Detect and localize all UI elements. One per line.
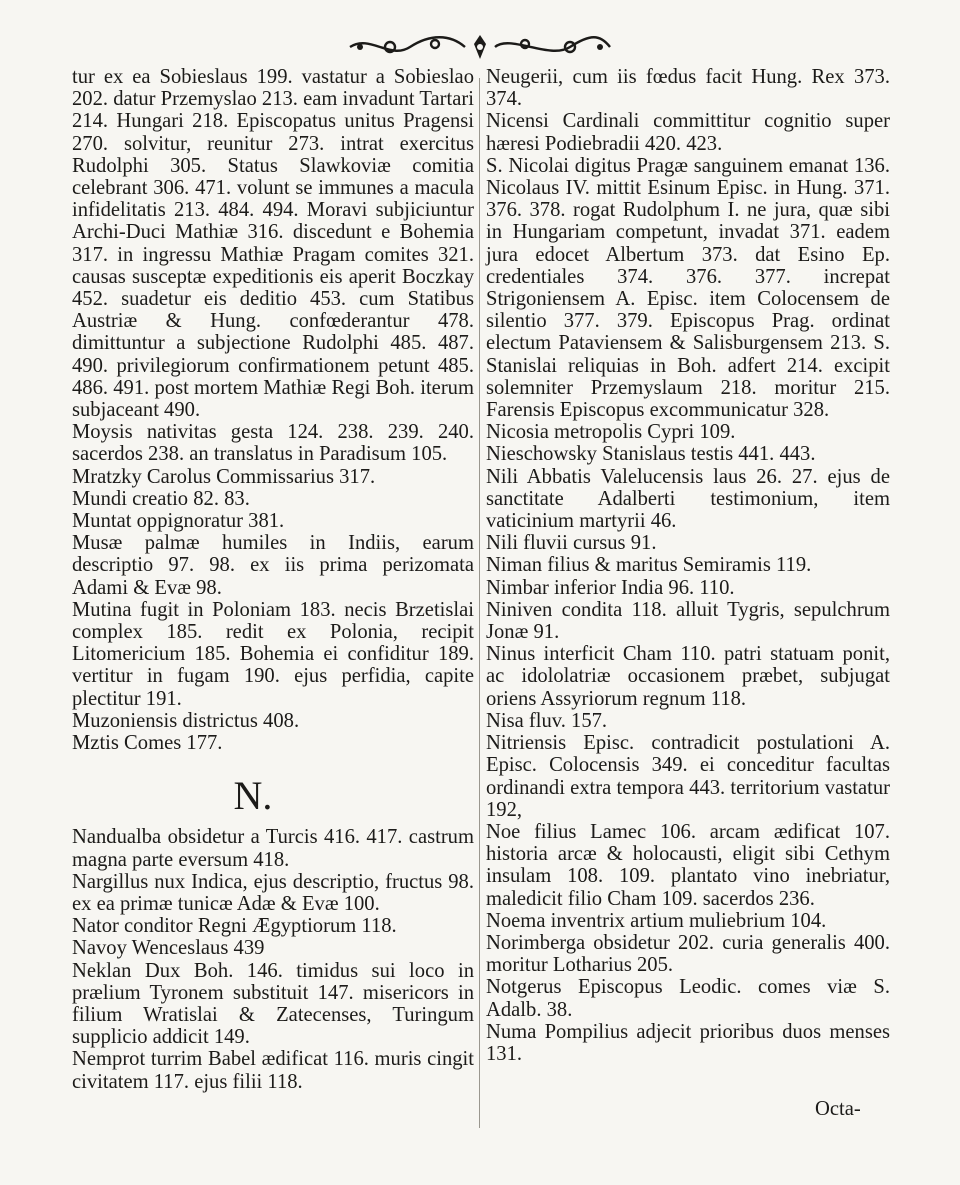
index-entry: Nili Abbatis Valelucensis laus 26. 27. ejus de sanctitate Adalberti testimonium, item vaticinium martyrii 46. <box>486 465 890 533</box>
index-entry: Niman filius & maritus Semiramis 119. <box>486 554 812 577</box>
index-entry: Mztis Comes 177. <box>72 732 223 755</box>
index-entry: Nicosia metropolis Cypri 109. <box>486 421 736 444</box>
catchword: Octa- <box>815 1098 861 1120</box>
index-entry: Nieschowsky Stanislaus testis 441. 443. <box>486 443 816 466</box>
index-entry: Neugerii, cum iis fœdus facit Hung. Rex 373. 374. <box>486 66 890 111</box>
index-entry: Niniven condita 118. alluit Tygris, sepulchrum Jonæ 91. <box>486 598 890 644</box>
index-entry: tur ex ea Sobieslaus 199. vastatur a Sobieslao 202. datur Przemyslao 213. eam invadunt Tartari 214. Hungari 218. Episcopatus unitus Pragensi 270. solvitur, reunitur 273. intrat exercitus Rudolphi 305. Status Slawkoviæ comitia celebrant 306. 471. volunt se immunes a macula infidelitatis 213. 484. 494. Moravi subjiciuntur Archi-Duci Mathiæ 316. discedunt e Bohemia 317. in ingressu Mathiæ Pragam comites 321. causas susceptæ expeditionis eis aperit Boczkay 452. suadetur eis deditio 453. cum Statibus Austriæ & Hung. confœderantur 478. dimittuntur a subjectione Rudolphi 485. 487. 490. privilegiorum confirmationem petunt 485. 486. 491. post mortem Mathiæ Regi Boh. iterum subjaceant 490. <box>72 66 474 422</box>
index-entry: Ninus interficit Cham 110. patri statuam ponit, ac idololatriæ occasionem præbet, subjugat oriens Assyriorum regnum 118. <box>486 643 890 710</box>
index-entry: Nili fluvii cursus 91. <box>486 532 657 555</box>
index-entry: Nandualba obsidetur a Turcis 416. 417. castrum magna parte eversum 418. <box>72 826 474 871</box>
index-entry: Nator conditor Regni Ægyptiorum 118. <box>72 915 397 938</box>
index-entry: Noe filius Lamec 106. arcam ædificat 107. historia arcæ & holocausti, eligit sibi Cethym insulam 108. 109. plantato vino inebriatur, maledicit filio Cham 109. sacerdos 236. <box>486 820 890 910</box>
index-entry: Neklan Dux Boh. 146. timidus sui loco in prælium Tyronem substituit 147. misericors in filium Wratislai & Zatecenses, Turingum supplicio addicit 149. <box>72 959 474 1049</box>
index-entry: Nitriensis Episc. contradicit postulationi A. Episc. Colocensis 349. ei conceditur facultas ordinandi extra tempora 443. territorium vastatur 192, <box>486 732 890 821</box>
index-entry: Mutina fugit in Poloniam 183. necis Brzetislai complex 185. redit ex Polonia, recipit Litomericium 185. Bohemia ei confiditur 189. vertitur in fugam 190. ejus perfidia, capite plectitur 191. <box>72 598 474 710</box>
index-entry: Musæ palmæ humiles in Indiis, earum descriptio 97. 98. ex iis prima perizomata Adami & Evæ 98. <box>72 532 474 599</box>
index-entry: Nisa fluv. 157. <box>486 709 608 732</box>
index-entry: S. Nicolai digitus Pragæ sanguinem emanat 136. Nicolaus IV. mittit Esinum Episc. in Hung. 371. 376. 378. rogat Rudolphum I. ne jura, quæ sibi in Hungariam competunt, invadat 371. eadem jura edocet Albertum 373. dat Esino Ep. credentiales 374. 376. 377. increpat Strigoniensem A. Episc. item Colocensem de silentio 377. 379. Episcopus Prag. ordinat electum Pataviensem & Salisburgensem 213. S. Stanislai reliquias in Boh. adfert 214. excipit solemniter Przemyslaum 218. moritur 215. Farensis Episcopus excommunicatur 328. <box>486 154 890 422</box>
index-entry: Navoy Wenceslaus 439 <box>72 937 265 960</box>
index-entry: Muntat oppignoratur 381. <box>72 510 285 533</box>
column-divider <box>479 78 480 1128</box>
index-entry: Noema inventrix artium muliebrium 104. <box>486 909 827 932</box>
section-letter-heading: N. <box>233 773 273 819</box>
index-entry: Nemprot turrim Babel ædificat 116. muris cingit civitatem 117. ejus filii 118. <box>72 1048 474 1093</box>
index-entry: Muzoniensis districtus 408. <box>72 709 300 732</box>
right-column <box>486 66 890 1065</box>
floral-ornament-icon <box>330 32 630 67</box>
index-entry: Mundi creatio 82. 83. <box>72 487 250 510</box>
index-entry: Nicensi Cardinali committitur cognitio super hæresi Podiebradii 420. 423. <box>486 110 890 155</box>
index-entry: Norimberga obsidetur 202. curia generalis 400. moritur Lotharius 205. <box>486 931 890 977</box>
index-entry: Numa Pompilius adjecit prioribus duos menses 131. <box>486 1020 890 1065</box>
index-entry: Notgerus Episcopus Leodic. comes viæ S. Adalb. 38. <box>486 976 890 1021</box>
index-entry: Mratzky Carolus Commissarius 317. <box>72 465 376 488</box>
left-column <box>72 66 474 1093</box>
index-entry: Moysis nativitas gesta 124. 238. 239. 240. sacerdos 238. an translatus in Paradisum 105. <box>72 421 474 466</box>
index-entry: Nimbar inferior India 96. 110. <box>486 576 735 599</box>
header-ornament <box>330 34 630 64</box>
index-entry: Nargillus nux Indica, ejus descriptio, fructus 98. ex ea primæ tunicæ Adæ & Evæ 100. <box>72 870 474 915</box>
